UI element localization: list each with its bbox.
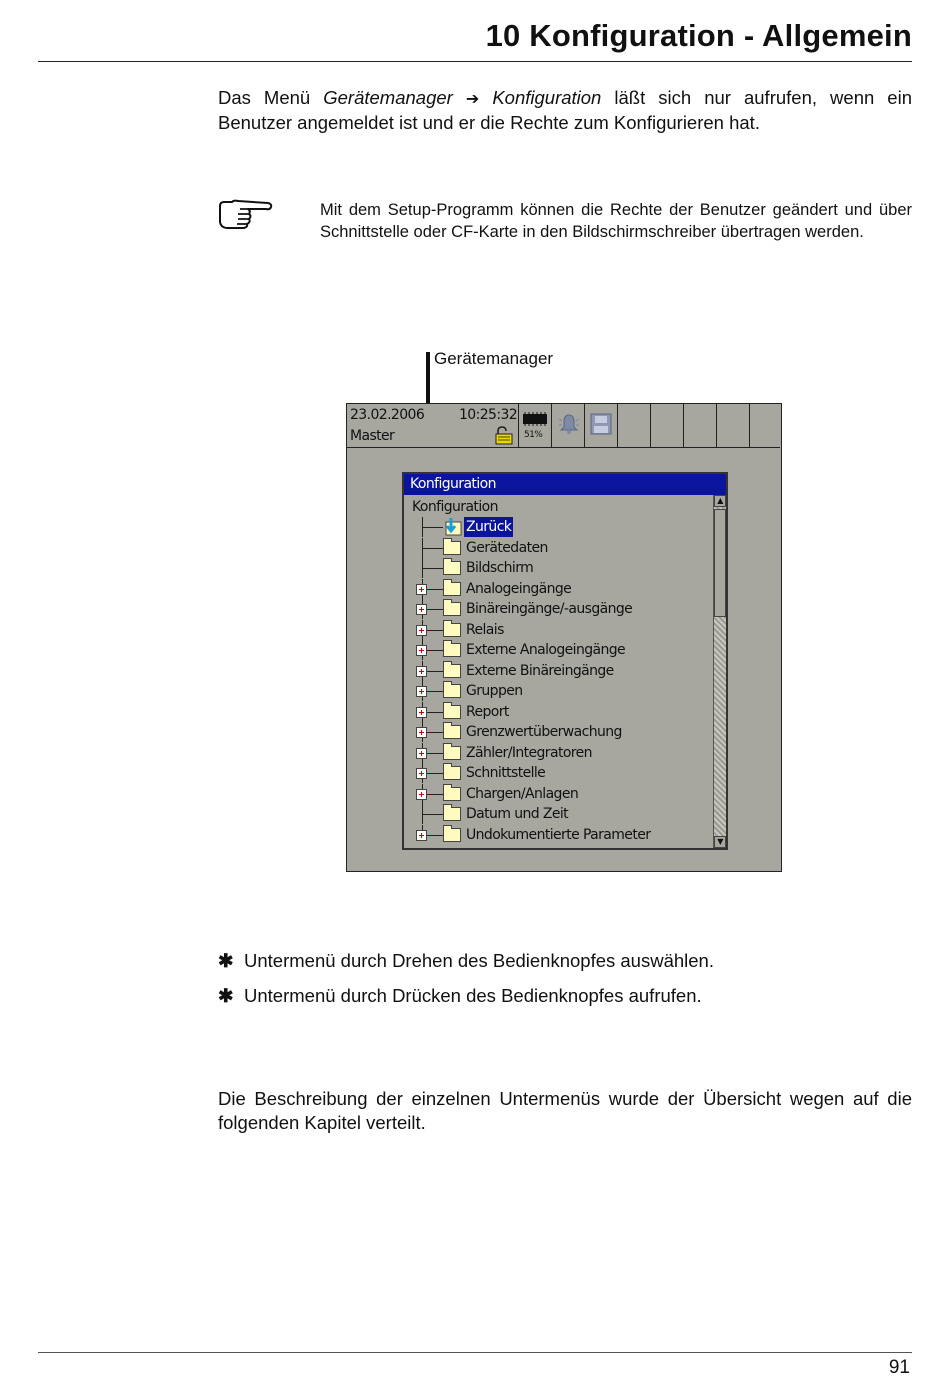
intro-text-start: Das Menü bbox=[218, 87, 324, 108]
tree-item-label: Schnittstelle bbox=[466, 765, 546, 781]
tree-item[interactable] bbox=[412, 804, 718, 824]
folder-icon bbox=[443, 664, 461, 678]
scroll-down-arrow[interactable]: ▼ bbox=[714, 836, 726, 848]
tree-item[interactable] bbox=[412, 763, 718, 783]
status-slot-9[interactable] bbox=[750, 404, 780, 447]
tree-item-label: Datum und Zeit bbox=[466, 806, 569, 822]
folder-icon bbox=[443, 807, 461, 821]
folder-icon bbox=[443, 602, 461, 616]
expand-plus-icon[interactable] bbox=[416, 686, 427, 697]
tree-item-label: Bildschirm bbox=[466, 560, 534, 576]
bell-icon bbox=[558, 413, 580, 435]
tree-item-label: Externe Binäreingänge bbox=[466, 662, 614, 679]
footer-rule bbox=[38, 1352, 912, 1353]
config-tree-window bbox=[402, 472, 728, 850]
status-user: Master bbox=[350, 428, 395, 444]
outro-paragraph: Die Beschreibung der einzelnen Untermenüs wurde der Übersicht wegen auf die folgenden Kapitel verteilt. bbox=[218, 1088, 912, 1133]
tree-item[interactable] bbox=[412, 743, 718, 763]
diskette-cell[interactable] bbox=[585, 404, 618, 447]
expand-plus-icon[interactable] bbox=[416, 604, 427, 615]
tree-item-label: Zurück bbox=[466, 519, 512, 535]
callout-label: Gerätemanager bbox=[434, 349, 554, 368]
folder-icon bbox=[443, 725, 461, 739]
tree-item[interactable] bbox=[412, 702, 718, 722]
status-date: 23.02.2006 bbox=[350, 407, 425, 423]
folder-icon bbox=[443, 541, 461, 555]
tree-item-label: Zähler/Integratoren bbox=[466, 744, 592, 761]
folder-icon bbox=[443, 684, 461, 698]
step-item-1 bbox=[218, 949, 714, 973]
expand-plus-icon[interactable] bbox=[416, 666, 427, 677]
device-screen bbox=[346, 403, 782, 872]
step-marker: ✱ bbox=[218, 985, 234, 1006]
status-slot-5[interactable] bbox=[618, 404, 651, 447]
tree-item-label: Undokumentierte Parameter bbox=[466, 826, 651, 843]
folder-icon bbox=[443, 582, 461, 596]
tree-item[interactable] bbox=[412, 558, 718, 578]
tree-item-label: Gruppen bbox=[466, 683, 523, 699]
tree-root-label: Konfiguration bbox=[412, 499, 498, 515]
memory-percent: 51% bbox=[524, 430, 543, 440]
status-bar bbox=[347, 404, 780, 448]
folder-icon bbox=[443, 623, 461, 637]
step-item-2 bbox=[218, 984, 702, 1008]
tree-item[interactable] bbox=[412, 722, 718, 742]
folder-icon bbox=[443, 643, 461, 657]
tree-item[interactable] bbox=[412, 599, 718, 619]
tree-item-label: Grenzwertüberwachung bbox=[466, 724, 622, 740]
expand-plus-icon[interactable] bbox=[416, 789, 427, 800]
step-text: Untermenü durch Drehen des Bedienknopfes auswählen. bbox=[244, 950, 714, 971]
tree-item-label: Chargen/Anlagen bbox=[466, 785, 579, 802]
page-number: 91 bbox=[888, 1357, 910, 1378]
tree-item-label: Externe Analogeingänge bbox=[466, 642, 626, 658]
expand-plus-icon[interactable] bbox=[416, 584, 427, 595]
step-text: Untermenü durch Drücken des Bedienknopfes aufrufen. bbox=[244, 985, 702, 1006]
step-marker: ✱ bbox=[218, 950, 234, 971]
folder-icon bbox=[443, 705, 461, 719]
folder-icon bbox=[443, 561, 461, 575]
alarm-cell[interactable] bbox=[552, 404, 585, 447]
back-icon bbox=[440, 517, 462, 537]
status-slot-6[interactable] bbox=[651, 404, 684, 447]
callout-line bbox=[426, 352, 430, 408]
tree-connector bbox=[422, 814, 443, 815]
tree-item[interactable] bbox=[412, 825, 718, 845]
memory-card-icon bbox=[522, 412, 548, 426]
folder-icon bbox=[443, 746, 461, 760]
tree-item[interactable] bbox=[412, 579, 718, 599]
menu-path-geraetemanager: Gerätemanager bbox=[323, 87, 453, 108]
tree-connector bbox=[422, 548, 443, 549]
tree-item[interactable] bbox=[412, 620, 718, 640]
tree-item-label: Binäreingänge/-ausgänge bbox=[466, 601, 633, 617]
status-slot-8[interactable] bbox=[717, 404, 750, 447]
status-slot-7[interactable] bbox=[684, 404, 717, 447]
folder-icon bbox=[443, 787, 461, 801]
tree-item[interactable] bbox=[412, 538, 718, 558]
tree-connector bbox=[422, 568, 443, 569]
tree-item[interactable] bbox=[412, 640, 718, 660]
datetime-cell[interactable] bbox=[347, 404, 519, 447]
tree-item-label: Analogeingänge bbox=[466, 580, 572, 597]
tree-item-label: Report bbox=[466, 703, 509, 720]
expand-plus-icon[interactable] bbox=[416, 768, 427, 779]
tree-item[interactable] bbox=[412, 784, 718, 804]
intro-paragraph bbox=[218, 86, 912, 135]
intro-text-end: läßt sich nur aufrufen, wenn ein Benutzer angemeldet ist und er die Rechte zum Konfigurieren hat. bbox=[218, 87, 912, 133]
expand-plus-icon[interactable] bbox=[416, 748, 427, 759]
window-title: Konfiguration bbox=[404, 474, 726, 495]
tree-item-label: Gerätedaten bbox=[466, 539, 548, 556]
expand-plus-icon[interactable] bbox=[416, 727, 427, 738]
folder-icon bbox=[443, 828, 461, 842]
expand-plus-icon[interactable] bbox=[416, 830, 427, 841]
chapter-title: 10 Konfiguration - Allgemein bbox=[485, 18, 912, 53]
menu-path-konfiguration: Konfiguration bbox=[492, 87, 602, 108]
scroll-up-arrow[interactable]: ▲ bbox=[714, 495, 726, 507]
tree-item[interactable] bbox=[412, 661, 718, 681]
expand-plus-icon[interactable] bbox=[416, 707, 427, 718]
folder-icon bbox=[443, 766, 461, 780]
note-text: Mit dem Setup-Programm können die Rechte der Benutzer geändert und über Schnittstelle oder CF-Karte in den Bildschirmschreiber übertragen werden. bbox=[320, 201, 912, 241]
lock-open-icon bbox=[493, 426, 515, 445]
expand-plus-icon[interactable] bbox=[416, 645, 427, 656]
tree-item-label: Relais bbox=[466, 621, 504, 638]
header-rule bbox=[38, 61, 912, 62]
tree-item[interactable] bbox=[412, 681, 718, 701]
scrollbar[interactable] bbox=[713, 495, 726, 848]
status-time: 10:25:32 bbox=[459, 407, 518, 423]
diskette-icon bbox=[590, 413, 612, 435]
pointing-hand-icon bbox=[218, 198, 274, 232]
memory-cell[interactable] bbox=[519, 404, 552, 447]
tree-item[interactable] bbox=[412, 517, 718, 537]
scroll-thumb[interactable] bbox=[714, 509, 726, 617]
arrow-icon: ➔ bbox=[465, 89, 480, 108]
expand-plus-icon[interactable] bbox=[416, 625, 427, 636]
